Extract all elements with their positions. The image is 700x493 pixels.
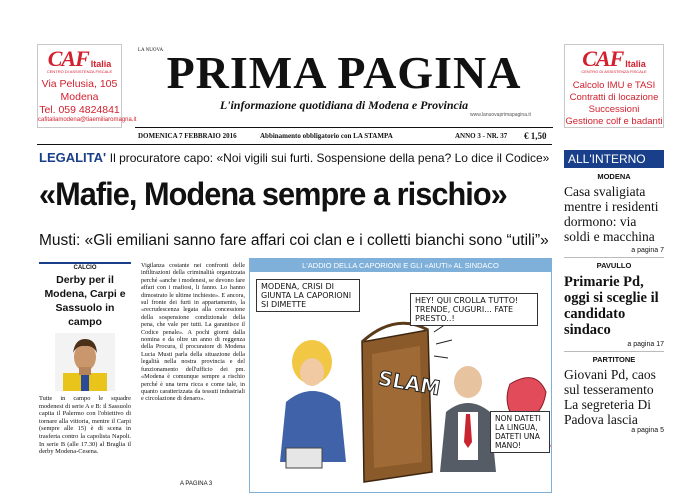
sidebar-item-text: Primarie Pd, oggi si sceglie il candidato sindaco <box>564 274 659 338</box>
calcio-rule <box>39 262 131 264</box>
ad-left[interactable] <box>37 44 137 128</box>
lead-tag: LEGALITA' <box>39 150 107 165</box>
caf-logo: CAF Italia <box>47 46 112 71</box>
cartoon-slam: SLAM <box>376 365 443 401</box>
lead-page-ref[interactable]: A PAGINA 3 <box>180 481 213 487</box>
sidebar-header: ALL'INTERNO <box>564 150 664 168</box>
player-photo-graphic <box>55 333 115 391</box>
ad-service-colf: Gestione colf e badanti <box>565 116 663 127</box>
masthead-title[interactable]: PRIMA PAGINA <box>166 47 522 98</box>
subscription-note: Abbinamento obbligatorio con LA STAMPA <box>260 132 393 140</box>
ad-service-contracts: Contratti di locazione <box>569 92 659 103</box>
issue-price: € 1,50 <box>524 131 547 141</box>
ad-service-imu: Calcolo IMU e TASI <box>572 80 656 91</box>
issue-number: ANNO 3 - NR. 37 <box>455 132 508 140</box>
lead-headline[interactable]: «Mafie, Modena sempre a rischio» <box>39 176 507 212</box>
ad-right[interactable] <box>564 44 664 128</box>
ad-service-successions: Successioni <box>588 104 640 115</box>
cartoon-header: L'ADDIO DELLA CAPORIONI E GLI «AIUTI» AL SINDACO <box>250 259 551 272</box>
ad-city: Modena <box>60 91 99 103</box>
masthead-url[interactable]: www.lanuovaprimapagina.it <box>470 112 531 118</box>
cartoon-bubble-right: HEY! QUI CROLLA TUTTO! TRENDE, CUGURI... FATE PRESTO..! <box>410 293 538 326</box>
sidebar <box>564 150 664 493</box>
calcio-body: Tutte in campo le squadre modenesi di serie A e B: il Sassuolo capita il Palermo con l'obiettivo di tornare alla vittoria, mentre il Carpi (sempre alle 15) è di scena in trasferta contro la capolista Napoli. In serie B (alle 17.30) al Braglia il derby Modena-Cesena. <box>39 395 131 456</box>
cartoon-bubble-bottom: NON DATETI LA LINGUA, DATETI UNA MANO! <box>490 411 550 453</box>
sidebar-item-page: a pagina 7 <box>631 247 664 254</box>
issue-date: DOMENICA 7 FEBBRAIO 2016 <box>138 132 237 140</box>
sidebar-item-pavullo[interactable] <box>564 261 664 352</box>
ad-email: cafitaliamodena@tiaemiliaromagna.it <box>38 117 137 123</box>
masthead-rule-bottom <box>37 144 552 145</box>
ad-address: Via Pelusia, 105 <box>41 78 118 90</box>
sidebar-item-text: Casa svaligiata mentre i residenti dormono: via soldi e macchina <box>564 184 659 244</box>
calcio-tag: CALCIO <box>73 265 97 271</box>
calcio-box[interactable] <box>39 262 131 456</box>
player-photo <box>55 333 115 391</box>
cartoon-panel[interactable] <box>249 258 552 493</box>
caf-subtitle: CENTRO DI ASSISTENZA FISCALE <box>46 69 113 74</box>
sidebar-item-page: a pagina 17 <box>627 341 664 348</box>
masthead-prefix: LA NUOVA <box>138 48 164 53</box>
masthead-tagline: L'informazione quotidiana di Modena e Provincia <box>219 98 469 112</box>
sidebar-item-partitone[interactable] <box>564 355 664 434</box>
sidebar-item-cat: MODENA <box>597 172 631 181</box>
sidebar-item-text: Giovani Pd, caos sul tesseramento La segreteria Di Padova lascia <box>564 367 656 427</box>
sidebar-item-cat: PAVULLO <box>596 261 632 270</box>
lead-kicker[interactable] <box>39 150 554 165</box>
masthead-rule-top <box>135 127 553 128</box>
sidebar-item-page: a pagina 5 <box>631 427 664 434</box>
calcio-headline: Derby per il Modena, Carpi e Sassuolo in campo <box>44 274 126 328</box>
lead-kicker-text: Il procuratore capo: «Noi vigili sui furti. Sospensione della pena? Lo dice il Codice» <box>109 151 550 165</box>
cartoon-bubble-left: MODENA, CRISI DI GIUNTA LA CAPORIONI SI DIMETTE <box>256 279 360 312</box>
sidebar-item-modena[interactable] <box>564 172 664 258</box>
lead-subhead: Musti: «Gli emiliani sanno fare affari coi clan e i colletti bianchi sono “utili”» <box>39 232 549 249</box>
caf-subtitle-right: CENTRO DI ASSISTENZA FISCALE <box>581 69 647 74</box>
lead-body: Vigilanza costante nei confronti delle infiltrazioni della criminalità organizzata perché «anche i modenesi, se devono fare affari con i mafiosi, li fanno. Lo hanno dimostrato le ultime inchieste». E ancora, sul fronte dei furti in appartamento, la «recrudescenza legata alla concessione della sospensione condizionale della pena, che vale per tutti. La garantisce il Codice penale». A pochi giorni dalla nomina e da oltre un anno di reggenza della Procura, il procuratore di Modena Lucia Musti parla della situazione della legalità nella nostra provincia e del funzionamento dell'ufficio dei pm. «Modena è comunque sempre a rischio perché è una terra ricca e come tale, in quanto caratterizzata da tessuti industriali e circolazione di denaro». <box>141 262 245 403</box>
ad-phone: Tel. 059 4824841 <box>39 104 120 116</box>
caf-logo-right: CAF Italia <box>582 46 646 71</box>
sidebar-item-cat: PARTITONE <box>592 355 636 364</box>
